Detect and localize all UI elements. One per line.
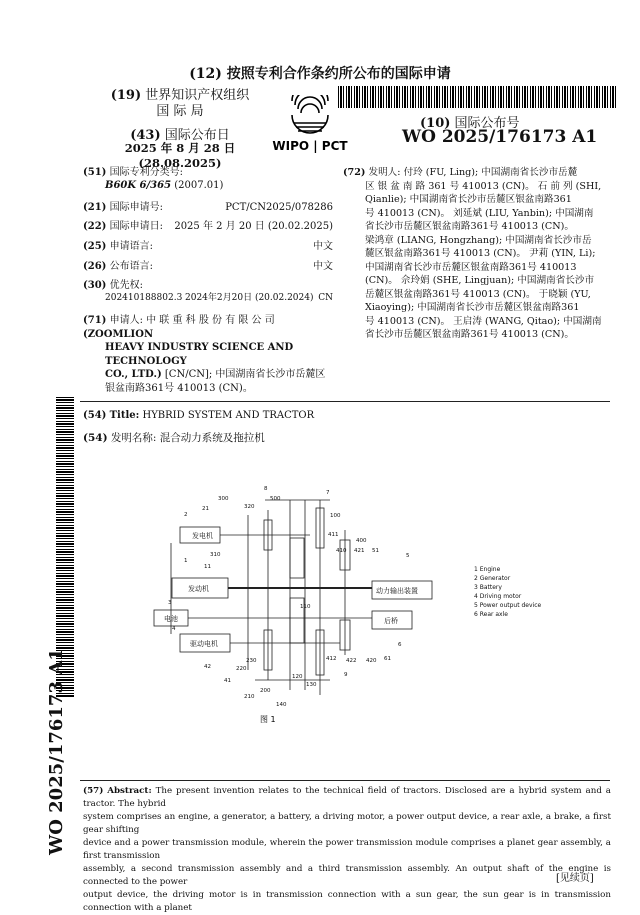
ref-300: 300	[218, 496, 229, 502]
document-title: (12) 按照专利合作条约所公布的国际申请	[189, 66, 451, 82]
ref-210: 210	[244, 694, 255, 700]
ref-21: 21	[202, 506, 209, 512]
svg-text:WIPO | PCT: WIPO | PCT	[272, 139, 348, 153]
ref-110: 110	[300, 604, 311, 610]
pub-date-value: 2025 年 8 月 28 日 (28.08.2025)	[124, 141, 236, 170]
bibliographic-fields: (51) 国际专利分类号: B60K 6/365 (2007.01) (21) 国际申请号: PCT/CN2025/078286 (22) 国际申请日: 2025 年 2 月 20 日 (20.02.2025) (25) 申请语言: 中文 (26) 公布语言: 中文 (30) 优先权: 202410188802.3 2024年2月20日 (20.02.2024) CN (71) 申请人: 中 联 重 科 股 份 有 限 公 司 (ZOOMLION HEAVY INDUSTRY SCIENCE AND TECHNOLOGY CO., LTD.) [CN/CN]; 中国湖南省长沙市岳麓区 银盆南路361号 410013 (CN)。	[83, 167, 333, 394]
side-publication-number: WO 2025/176173 A1	[46, 648, 67, 855]
ref-8: 8	[264, 486, 268, 492]
pub-date-label: (43) 国际公布日	[130, 128, 230, 143]
ref-310: 310	[210, 552, 221, 558]
ref-412: 412	[326, 656, 337, 662]
ref-421: 421	[354, 548, 365, 554]
ref-51: 51	[372, 548, 379, 554]
ref-6: 6	[398, 642, 402, 648]
ref-140: 140	[276, 702, 287, 708]
ref-1: 1	[184, 558, 188, 564]
motor-label: 驱动电机	[190, 640, 218, 648]
ref-3: 3	[168, 600, 172, 606]
separator-abstract	[80, 780, 610, 781]
battery-label: 电池	[164, 615, 178, 623]
ref-4: 4	[172, 626, 176, 632]
ref-400: 400	[356, 538, 367, 544]
title-zh: (54) 发明名称: 混合动力系统及拖拉机	[83, 432, 265, 444]
ref-2: 2	[184, 512, 188, 518]
ref-411: 411	[328, 532, 339, 538]
ref-7: 7	[326, 490, 330, 496]
office-name: (19) 世界知识产权组织	[110, 88, 250, 103]
separator	[80, 401, 610, 402]
ref-42: 42	[204, 664, 211, 670]
barcode-top	[338, 86, 616, 108]
ref-61: 61	[384, 656, 391, 662]
ref-320: 320	[244, 504, 255, 510]
ref-422: 422	[346, 658, 357, 664]
figure-legend: 1 Engine 2 Generator 3 Battery 4 Driving motor 5 Power output device 6 Rear axle	[474, 566, 542, 618]
ref-11: 11	[204, 564, 211, 570]
ref-230: 230	[246, 658, 257, 664]
ref-500: 500	[270, 496, 281, 502]
ref-200: 200	[260, 688, 271, 694]
abstract: (57) Abstract: The present invention relates to the technical field of tractors. Disclosed are a hybrid system and a tractor. The hybrid system comprises an engine, a generator, a battery, a driving motor, a power output device, a rear axle, a brake, a first gear shifting device and a power transmission module, wherein the power transmission module comprises a planet gear assembly, a first transmission assembly, a second transmission assembly and a third transmission assembly. An output shaft of the engine is connected to the power output device, the driving motor is in transmission connection with a sun gear, the sun gear is in transmission connection with a planet	[83, 786, 611, 913]
ref-410: 410	[336, 548, 347, 554]
ref-220: 220	[236, 666, 247, 672]
pub-number: WO 2025/176173 A1	[402, 127, 598, 147]
pub-number-label: (10) 国际公布号	[420, 116, 520, 131]
continued-note: [见续页]	[556, 873, 594, 884]
ref-420: 420	[366, 658, 377, 664]
title-en: (54) Title: HYBRID SYSTEM AND TRACTOR	[83, 410, 315, 421]
inventors-block: (72) 发明人: 付玲 (FU, Ling); 中国湖南省长沙市岳麓 区 银 盆 南 路 361 号 410013 (CN)。 石 前 列 (SHI, Qianlie); 中国湖南省长沙市岳麓区银盆南路361 号 410013 (CN)。 刘延斌 (LIU, Yanbin); 中国湖南 省长沙市岳麓区银盆南路361号 410013 (CN)。 梁鸿章 (LIANG, Hongzhang); 中国湖南省长沙市岳 麓区银盆南路361号 410013 (CN)。 尹莉 (YIN, Li); 中国湖南省长沙市岳麓区银盆南路361号 410013 (CN)。 佘玲娟 (SHE, Lingjuan); 中国湖南省长沙市 岳麓区银盆南路361号 410013 (CN)。 于晓颖 (YU, Xiaoying); 中国湖南省长沙市岳麓区银盆南路361 号 410013 (CN)。 王启涛 (WANG, Qitao); 中国湖南 省长沙市岳麓区银盆南路361号 410013 (CN)。	[343, 167, 602, 340]
ref-41: 41	[224, 678, 231, 684]
generator-label: 发电机	[192, 532, 213, 540]
ref-120: 120	[292, 674, 303, 680]
ref-100: 100	[330, 513, 341, 519]
office-subname: 国 际 局	[156, 104, 204, 119]
ref-9: 9	[344, 672, 348, 678]
pto-label: 动力输出装置	[376, 587, 418, 595]
figure-caption: 图 1	[260, 715, 276, 724]
engine-label: 发动机	[188, 585, 209, 593]
ref-5: 5	[406, 553, 410, 559]
rear-axle-label: 后桥	[384, 617, 398, 625]
ref-130: 130	[306, 682, 317, 688]
